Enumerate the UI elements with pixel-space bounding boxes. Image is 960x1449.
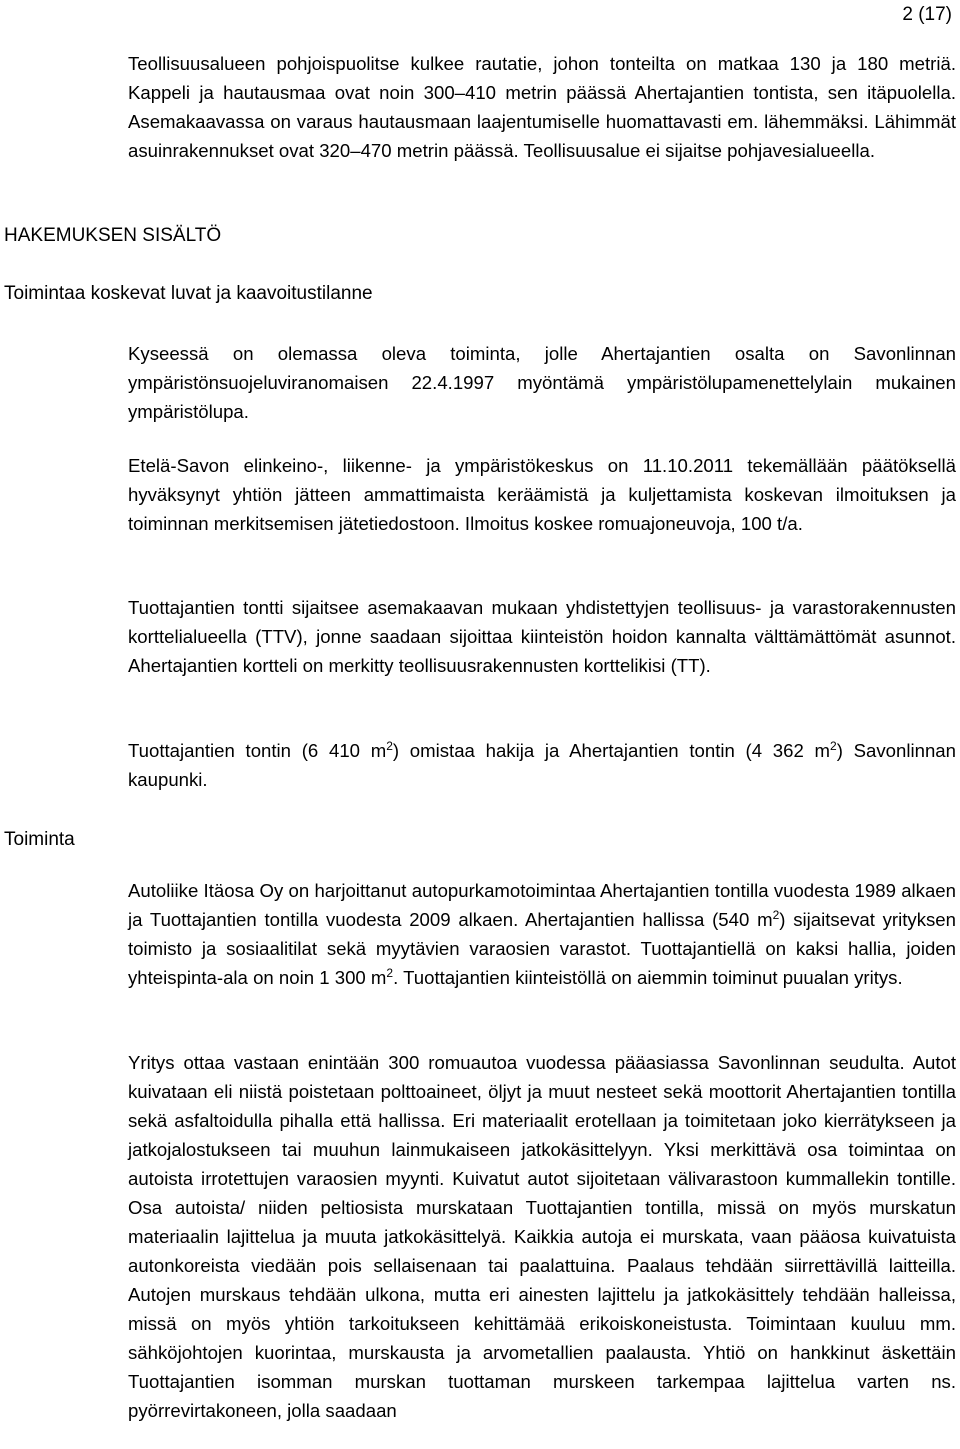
activity-paragraph-1 <box>128 876 956 992</box>
permits-p4-sup-2: 2 <box>830 738 837 753</box>
permits-p4-sup-1: 2 <box>386 738 393 753</box>
permits-p1-block <box>128 339 956 426</box>
activity-p1-text-2: ) sijaitsevat yrityksen toimisto ja sosiaalitilat sekä myytävien varaosien varastot. Tuottajantiellä on kaksi hallia, joiden yhteispinta-ala on noin 1 300 m <box>128 909 956 988</box>
section-heading: HAKEMUKSEN SISÄLTÖ <box>4 225 222 246</box>
permits-paragraph-3: Tuottajantien tontti sijaitsee asemakaavan mukaan yhdistettyjen teollisuus- ja varastorakennusten korttelialueella (TTV), jonne saadaan sijoittaa kiinteistön hoidon kannalta välttämättömät asunnot. Ahertajantien kortteli on merkitty teollisuusrakennusten korttelikisi (TT). <box>128 597 956 676</box>
intro-paragraph: Teollisuusalueen pohjoispuolitse kulkee rautatie, johon tonteilta on matkaa 130 ja 180 metriä. Kappeli ja hautausmaa ovat noin 300–410 metrin päässä Ahertajantien tontista, sen itäpuolella. Asemakaavassa on varaus hautausmaan laajentumiselle huomattavasti em. lähemmäksi. Lähimmät asuinrakennukset ovat 320–470 metrin päässä. Teollisuusalue ei sijaitse pohjavesialueella. <box>128 53 956 161</box>
intro-block <box>128 49 956 165</box>
page-number: 2 (17) <box>902 4 952 25</box>
activity-p1-block <box>128 876 956 992</box>
activity-p1-sup-1: 2 <box>772 907 780 922</box>
activity-p1-sup-2: 2 <box>386 965 394 980</box>
activity-p1-text-1: Autoliike Itäosa Oy on harjoittanut autopurkamotoimintaa Ahertajantien tontilla vuodesta 1989 alkaen ja Tuottajantien tontilla vuodesta 2009 alkaen. Ahertajantien hallissa (540 m <box>128 880 956 930</box>
permits-p4-text-2: ) omistaa hakija ja Ahertajantien tontin (4 362 m <box>392 740 831 761</box>
activity-p2-block <box>128 1048 956 1425</box>
activity-heading: Toiminta <box>4 829 75 850</box>
permits-p3-block <box>128 593 956 680</box>
permits-paragraph-2: Etelä-Savon elinkeino-, liikenne- ja ympäristökeskus on 11.10.2011 tekemällään päätöksellä hyväksynyt yhtiön jätteen ammattimaista keräämistä ja kuljettamista koskevan ilmoituksen ja toiminnan merkitsemisen jätetiedostoon. Ilmoitus koskee romuajoneuvoja, 100 t/a. <box>128 455 956 534</box>
permits-paragraph-1: Kyseessä on olemassa oleva toiminta, jolle Ahertajantien osalta on Savonlinnan ympäristönsuojeluviranomaisen 22.4.1997 myöntämä ympäristölupamenettelylain mukainen ympäristölupa. <box>128 343 956 422</box>
permits-p4-text-3: ) Savonlinnan kaupunki. <box>128 740 956 790</box>
permits-p4-text-1: Tuottajantien tontin (6 410 m <box>128 740 387 761</box>
activity-paragraph-2: Yritys ottaa vastaan enintään 300 romuautoa vuodessa pääasiassa Savonlinnan seudulta. Autot kuivataan eli niistä poistetaan polttoaineet, öljyt ja muut nesteet sekä moottorit Ahertajantien tontilla sekä asfaltoidulla pihalla että hallissa. Eri materiaalit erotellaan ja toimitetaan joko kierrätykseen ja jatkojalostukseen tai muuhun lainmukaiseen jatkokäsittelyyn. Yksi merkittävä osa toimintaa on autoista irrotettujen varaosien myynti. Kuivatut autot sijoitetaan välivarastoon kummallekin tontille. Osa autoista/ niiden peltiosista murskataan Tuottajantien tontilla, missä on myös murskatun materiaalin lajittelua ja muuta jatkokäsittelyä. Kaikkia autoja ei murskata, vaan pääosa kuivatuista autonkoreista viedään pois sellaisenaan tai paalattuina. Paalaus tehdään siirrettävillä laitteilla. Autojen murskaus tehdään ulkona, mutta eri ainesten lajittelu ja jatkokäsittely tehdään halleissa, missä on myös yhtiön tarkoitukseen kehittämää erikoiskoneistusta. Toimintaan kuuluu mm. sähköjohtojen kuorintaa, murskausta ja arvometallien paalausta. Yhtiö on hankkinut äskettäin Tuottajantien isomman murskan tuottaman murskeen tarkempaa lajittelua varten ns. pyörrevirtakoneen, jolla saadaan <box>128 1052 956 1421</box>
permits-p2-block <box>128 451 956 538</box>
permits-p4-block <box>128 736 956 794</box>
permits-paragraph-4 <box>128 736 956 794</box>
permits-heading: Toimintaa koskevat luvat ja kaavoitustilanne <box>4 283 373 304</box>
activity-p1-text-3: . Tuottajantien kiinteistöllä on aiemmin toiminut puualan yritys. <box>393 967 903 988</box>
